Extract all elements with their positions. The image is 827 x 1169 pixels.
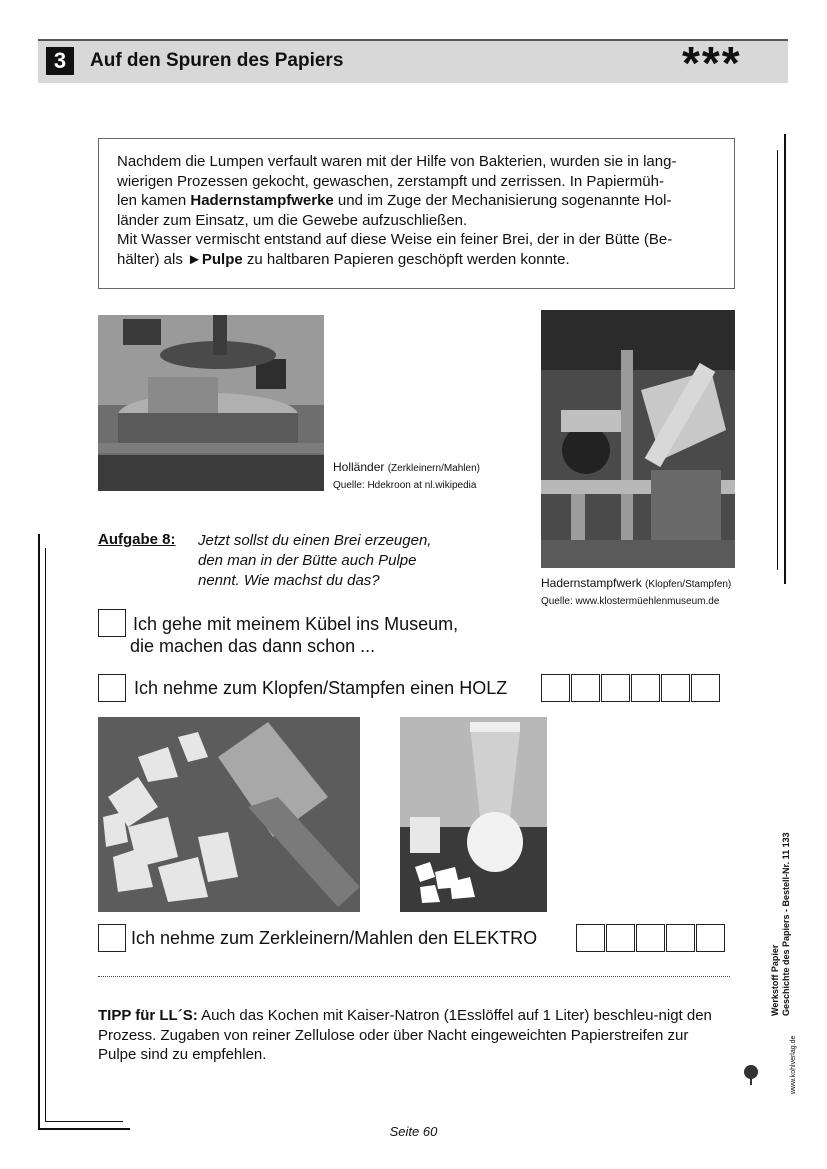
page-title: Auf den Spuren des Papiers <box>90 50 344 71</box>
task-text: Jetzt sollst du einen Brei erzeugen, den man in der Bütte auch Pulpe nennt. Wie machst du das? <box>198 532 432 589</box>
tip-text: Auch das Kochen mit Kaiser-Natron (1Esslöffel auf 1 Liter) beschleu-nigt den Prozess. Zugaben von reiner Zellulose oder über Nacht eingeweichten Papierstreifen zur Pulpe sind zu empfehlen. <box>98 1007 712 1063</box>
hammer-photo <box>98 717 360 912</box>
difficulty-stars: *** <box>682 37 742 89</box>
holz-answer-boxes <box>541 674 720 702</box>
hollaender-source: Quelle: Hdekroon at nl.wikipedia <box>333 480 477 491</box>
term-hadernstampfwerke: Hadernstampfwerke <box>190 192 334 209</box>
intro-line: Nachdem die Lumpen verfault waren mit der Hilfe von Bakterien, wurden sie in lang- <box>117 153 677 170</box>
option-elektro-label: Ich nehme zum Zerkleinern/Mahlen den ELEKTRO <box>131 928 538 948</box>
side-publisher-info: Werkstoff Papier Geschichte des Papiers - Bestell-Nr. 11 133 <box>770 832 791 1016</box>
publisher-url: www.kohlverlag.de <box>790 1035 797 1094</box>
chapter-number: 3 <box>46 47 74 75</box>
intro-line: wierigen Prozessen gekocht, gewaschen, zerstampft und zerrissen. In Papiermüh- <box>117 172 664 190</box>
right-margin-line <box>784 134 786 584</box>
page-number: Seite 60 <box>389 1124 438 1139</box>
dotted-divider <box>98 976 730 977</box>
letter-box[interactable] <box>691 674 720 702</box>
intro-line: länder zum Einsatz, um die Gewebe aufzuschließen. <box>117 211 468 229</box>
option-museum-label: Ich gehe mit meinem Kübel ins Museum, die machen das dann schon ... <box>130 614 459 656</box>
letter-box[interactable] <box>696 924 725 952</box>
tip-label: TIPP für LL´S: <box>98 1007 198 1024</box>
intro-line: Mit Wasser vermischt entstand auf diese Weise ein feiner Brei, der in der Bütte (Be- <box>117 231 673 248</box>
hollaender-caption: Holländer (Zerkleinern/Mahlen) <box>333 460 480 474</box>
letter-box[interactable] <box>571 674 600 702</box>
letter-box[interactable] <box>601 674 630 702</box>
letter-box[interactable] <box>606 924 635 952</box>
teacher-tip <box>98 1006 728 1065</box>
option-holz-label: Ich nehme zum Klopfen/Stampfen einen HOLZ <box>134 678 508 698</box>
letter-box[interactable] <box>576 924 605 952</box>
letter-box[interactable] <box>666 924 695 952</box>
right-margin-line-2 <box>777 150 778 570</box>
publisher-logo <box>742 1064 762 1086</box>
stampfwerk-photo <box>541 310 735 568</box>
option-museum-checkbox[interactable] <box>98 609 126 637</box>
task-label: Aufgabe 8: <box>98 531 176 548</box>
stampfwerk-source: Quelle: www.klostermüehlenmuseum.de <box>541 596 720 607</box>
elektro-answer-boxes <box>576 924 725 952</box>
left-margin-line <box>38 534 40 1130</box>
intro-line: len kamen Hadernstampfwerke und im Zuge der Mechanisierung sogenannte Hol- <box>117 192 672 209</box>
option-holz-checkbox[interactable] <box>98 674 126 702</box>
left-margin-line-2 <box>45 548 46 1122</box>
letter-box[interactable] <box>541 674 570 702</box>
letter-box[interactable] <box>631 674 660 702</box>
letter-box[interactable] <box>661 674 690 702</box>
hollaender-photo <box>98 315 324 491</box>
blender-photo <box>400 717 547 912</box>
option-elektro-checkbox[interactable] <box>98 924 126 952</box>
letter-box[interactable] <box>636 924 665 952</box>
intro-text-box <box>98 138 735 289</box>
stampfwerk-caption: Hadernstampfwerk (Klopfen/Stampfen) <box>541 576 732 590</box>
term-pulpe: ►Pulpe <box>187 250 243 268</box>
intro-line: hälter) als ►Pulpe zu haltbaren Papieren geschöpft werden konnte. <box>117 250 570 268</box>
bottom-margin-line-2 <box>45 1121 123 1122</box>
